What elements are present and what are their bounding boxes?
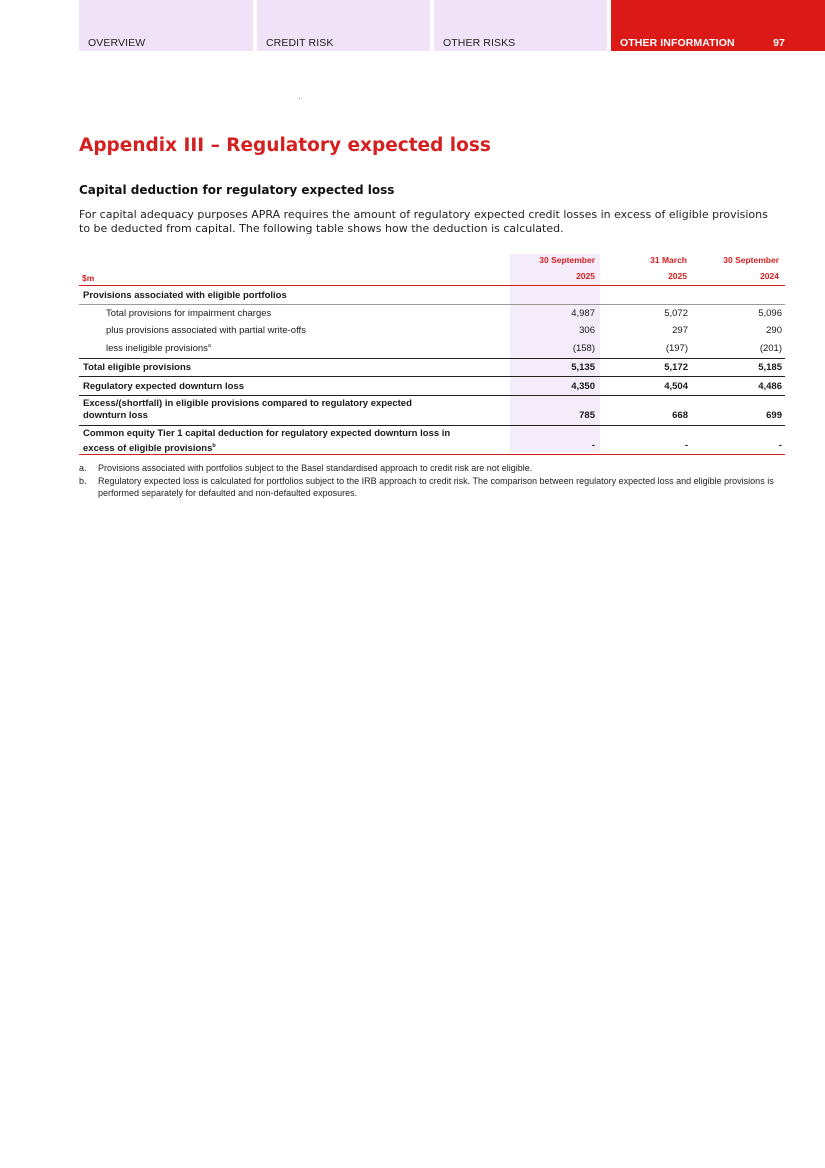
footnote-marker-b: b bbox=[212, 443, 216, 449]
tab-other-risks[interactable] bbox=[434, 0, 607, 51]
col3-year: 2024 bbox=[760, 271, 779, 281]
table-row bbox=[79, 396, 785, 426]
footnote-marker-a: a bbox=[207, 343, 211, 349]
cell-value: 297 bbox=[672, 325, 688, 336]
cell-value: 4,350 bbox=[571, 381, 595, 392]
row-label-line2: downturn loss bbox=[83, 410, 148, 421]
tab-credit-risk-label: CREDIT RISK bbox=[266, 37, 334, 49]
cell-value: - bbox=[591, 440, 595, 451]
row-label bbox=[83, 428, 450, 455]
table-row bbox=[79, 426, 785, 455]
cell-value: 4,486 bbox=[758, 381, 782, 392]
section-heading: Capital deduction for regulatory expected loss bbox=[79, 183, 395, 197]
table-row bbox=[79, 305, 785, 322]
cell-value: - bbox=[684, 440, 688, 451]
col2-year: 2025 bbox=[668, 271, 687, 281]
footnote-marker: b. bbox=[79, 476, 87, 486]
col3-date: 30 September bbox=[723, 255, 779, 265]
cell-value: 5,185 bbox=[758, 362, 782, 373]
row-label bbox=[83, 398, 412, 422]
page-number: 97 bbox=[773, 37, 785, 49]
cell-value: 785 bbox=[579, 410, 595, 421]
row-label: Provisions associated with eligible portfolios bbox=[83, 290, 287, 301]
row-label-text: less ineligible provisions bbox=[106, 343, 208, 354]
cell-value: 4,987 bbox=[571, 308, 595, 319]
row-label: plus provisions associated with partial write-offs bbox=[106, 325, 306, 336]
tab-other-risks-label: OTHER RISKS bbox=[443, 37, 516, 49]
cell-value: - bbox=[778, 440, 782, 451]
row-label: Total provisions for impairment charges bbox=[106, 308, 272, 319]
top-navigation bbox=[79, 0, 825, 51]
footnote-b bbox=[79, 475, 779, 499]
row-label-line1: Common equity Tier 1 capital deduction for regulatory expected downturn loss in bbox=[83, 428, 451, 439]
cell-value: 290 bbox=[766, 325, 782, 336]
row-label-line2: excess of eligible provisions bbox=[83, 443, 213, 454]
cell-value: (158) bbox=[572, 343, 595, 354]
page-title: Appendix III – Regulatory expected loss bbox=[79, 135, 491, 156]
tab-other-information-label: OTHER INFORMATION bbox=[620, 37, 735, 49]
col1-date: 30 September bbox=[539, 255, 595, 265]
table-row bbox=[79, 377, 785, 396]
cell-value: 4,504 bbox=[664, 381, 688, 392]
row-label: Total eligible provisions bbox=[83, 362, 192, 373]
cell-value: 699 bbox=[766, 410, 782, 421]
table-row bbox=[79, 359, 785, 377]
cell-value: 5,172 bbox=[664, 362, 688, 373]
cell-value: 668 bbox=[672, 410, 688, 421]
cell-value: 5,135 bbox=[571, 362, 595, 373]
stray-dot bbox=[299, 98, 300, 99]
footnote-a bbox=[79, 462, 779, 474]
row-label: Regulatory expected downturn loss bbox=[83, 381, 244, 392]
cell-value: (197) bbox=[665, 343, 688, 354]
row-label bbox=[106, 343, 211, 354]
footnote-text: Regulatory expected loss is calculated for portfolios subject to the IRB approach to credit risk. The comparison between regulatory expected loss and eligible provisions is performed separately for defaulted and non-defaulted exposures. bbox=[98, 476, 774, 498]
cell-value: 306 bbox=[579, 325, 595, 336]
row-label-line1: Excess/(shortfall) in eligible provisions compared to regulatory expected bbox=[83, 398, 412, 409]
cell-value: 5,096 bbox=[758, 308, 782, 319]
table-header bbox=[79, 252, 785, 286]
cell-value: (201) bbox=[759, 343, 782, 354]
table-row bbox=[79, 286, 785, 305]
unit-label: $m bbox=[82, 273, 95, 283]
footnote-marker: a. bbox=[79, 463, 87, 473]
col2-date: 31 March bbox=[650, 255, 687, 265]
intro-paragraph: For capital adequacy purposes APRA requires the amount of regulatory expected credit losses in excess of eligible provisions to be deducted from capital. The following table shows how the deduction is calculated. bbox=[79, 208, 768, 235]
tab-overview[interactable] bbox=[79, 0, 253, 51]
tab-other-information[interactable] bbox=[611, 0, 825, 51]
tab-overview-label: OVERVIEW bbox=[88, 37, 146, 49]
cell-value: 5,072 bbox=[664, 308, 688, 319]
table-row bbox=[79, 322, 785, 339]
expected-loss-table bbox=[79, 252, 785, 455]
col1-year: 2025 bbox=[576, 271, 595, 281]
table-row bbox=[79, 339, 785, 359]
tab-credit-risk[interactable] bbox=[257, 0, 430, 51]
footnote-text: Provisions associated with portfolios subject to the Basel standardised approach to credit risk are not eligible. bbox=[98, 463, 533, 473]
